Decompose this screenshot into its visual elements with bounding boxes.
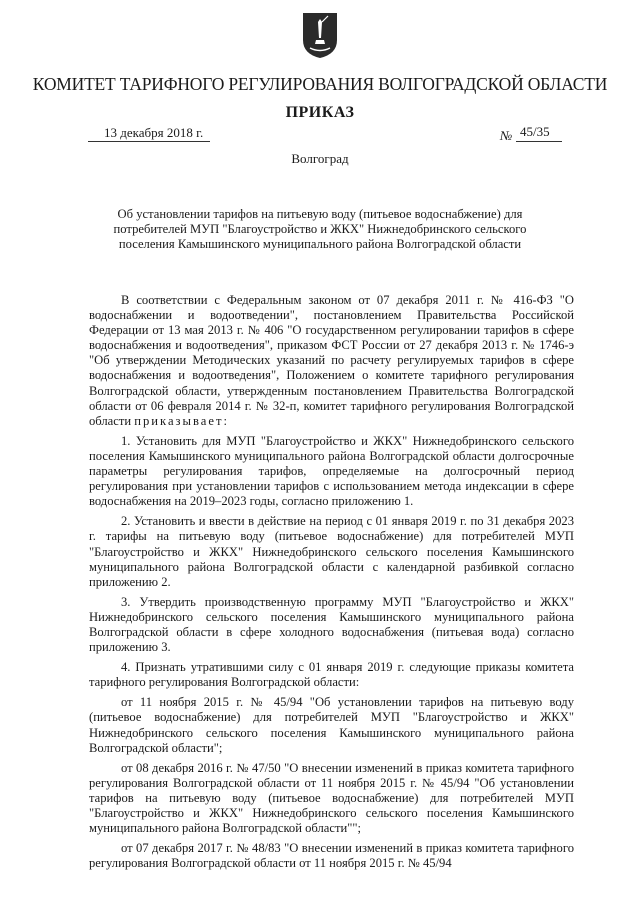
order-body [89, 293, 574, 876]
order-subject: Об установлении тарифов на питьевую воду (питьевое водоснабжение) для потребителей МУП "Благоустройство и ЖКХ" Нижнедобринского сельского поселения Камышинского муниципального района Волгоградской области [113, 207, 527, 251]
repealed-order-3: от 07 декабря 2017 г. № 48/83 "О внесении изменений в приказ комитета тарифного регулирования Волгоградской области от 11 ноября 2015 г. № 45/94 [89, 841, 574, 871]
volgograd-coat-of-arms-icon [300, 10, 340, 60]
preamble-text: В соответствии с Федеральным законом от 07 декабря 2011 г. № 416-ФЗ "О водоснабжении и водоотведении", постановлением Правительства Российской Федерации от 13 мая 2013 г. № 406 "О государственном регулировании тарифов в сфере водоснабжения и водоотведения", приказом ФСТ России от 27 декабря 2013 г. № 1746-э "Об утверждении Методических указаний по расчету регулируемых тарифов в сфере водоснабжения и водоотведения", Положением о комитете тарифного регулирования Волгоградской области, утвержденным постановлением Правительства Волгоградской области от 06 февраля 2014 г. № 32-п, комитет тарифного регулирования Волгоградской области [89, 293, 574, 428]
order-date: 13 декабря 2018 г. [104, 125, 204, 140]
item-1-paragraph: 1. Установить для МУП "Благоустройство и ЖКХ" Нижнедобринского сельского поселения Камышинского муниципального района Волгоградской области долгосрочные параметры регулирования тарифов, определяемые на долгосрочный период регулирования при установлении тарифов с использованием метода индексации в сфере водоснабжения на 2019–2023 годы, согласно приложению 1. [89, 433, 574, 509]
number-underline [516, 141, 562, 142]
committee-name: КОМИТЕТ ТАРИФНОГО РЕГУЛИРОВАНИЯ ВОЛГОГРАДСКОЙ ОБЛАСТИ [32, 74, 608, 94]
item-3-paragraph: 3. Утвердить производственную программу МУП "Благоустройство и ЖКХ" Нижнедобринского сельского поселения Камышинского муниципального района Волгоградской области в сфере холодного водоснабжения (питьевая вода) согласно приложению 3. [89, 594, 574, 655]
item-4-paragraph: 4. Признать утратившими силу с 01 января 2019 г. следующие приказы комитета тарифного регулирования Волгоградской области: [89, 660, 574, 690]
order-number: 45/35 [520, 124, 550, 139]
decree-word: приказывает: [134, 413, 229, 428]
repealed-order-1: от 11 ноября 2015 г. № 45/94 "Об установлении тарифов на питьевую воду (питьевое водоснабжение) для потребителей МУП "Благоустройство и ЖКХ" Нижнедобринского сельского поселения Камышинского муниципального района Волгоградской области"; [89, 695, 574, 755]
order-title: ПРИКАЗ [285, 104, 355, 121]
preamble-paragraph [89, 293, 574, 429]
city-name: Волгоград [291, 151, 349, 166]
repealed-order-2: от 08 декабря 2016 г. № 47/50 "О внесении изменений в приказ комитета тарифного регулирования Волгоградской области от 11 ноября 2015 г. № 45/94 "Об установлении тарифов на питьевую воду (питьевое водоснабжение) для потребителей МУП "Благоустройство и ЖКХ" Нижнедобринского сельского поселения Камышинского муниципального района Волгоградской области""; [89, 760, 574, 836]
number-sign: № [500, 128, 513, 143]
date-underline [88, 141, 210, 142]
item-2-paragraph: 2. Установить и ввести в действие на период с 01 января 2019 г. по 31 декабря 2023 г. тарифы на питьевую воду (питьевое водоснабжение) для потребителей МУП "Благоустройство и ЖКХ" Нижнедобринского сельского поселения Камышинского муниципального района Волгоградской области с календарной разбивкой согласно приложению 2. [89, 514, 574, 589]
